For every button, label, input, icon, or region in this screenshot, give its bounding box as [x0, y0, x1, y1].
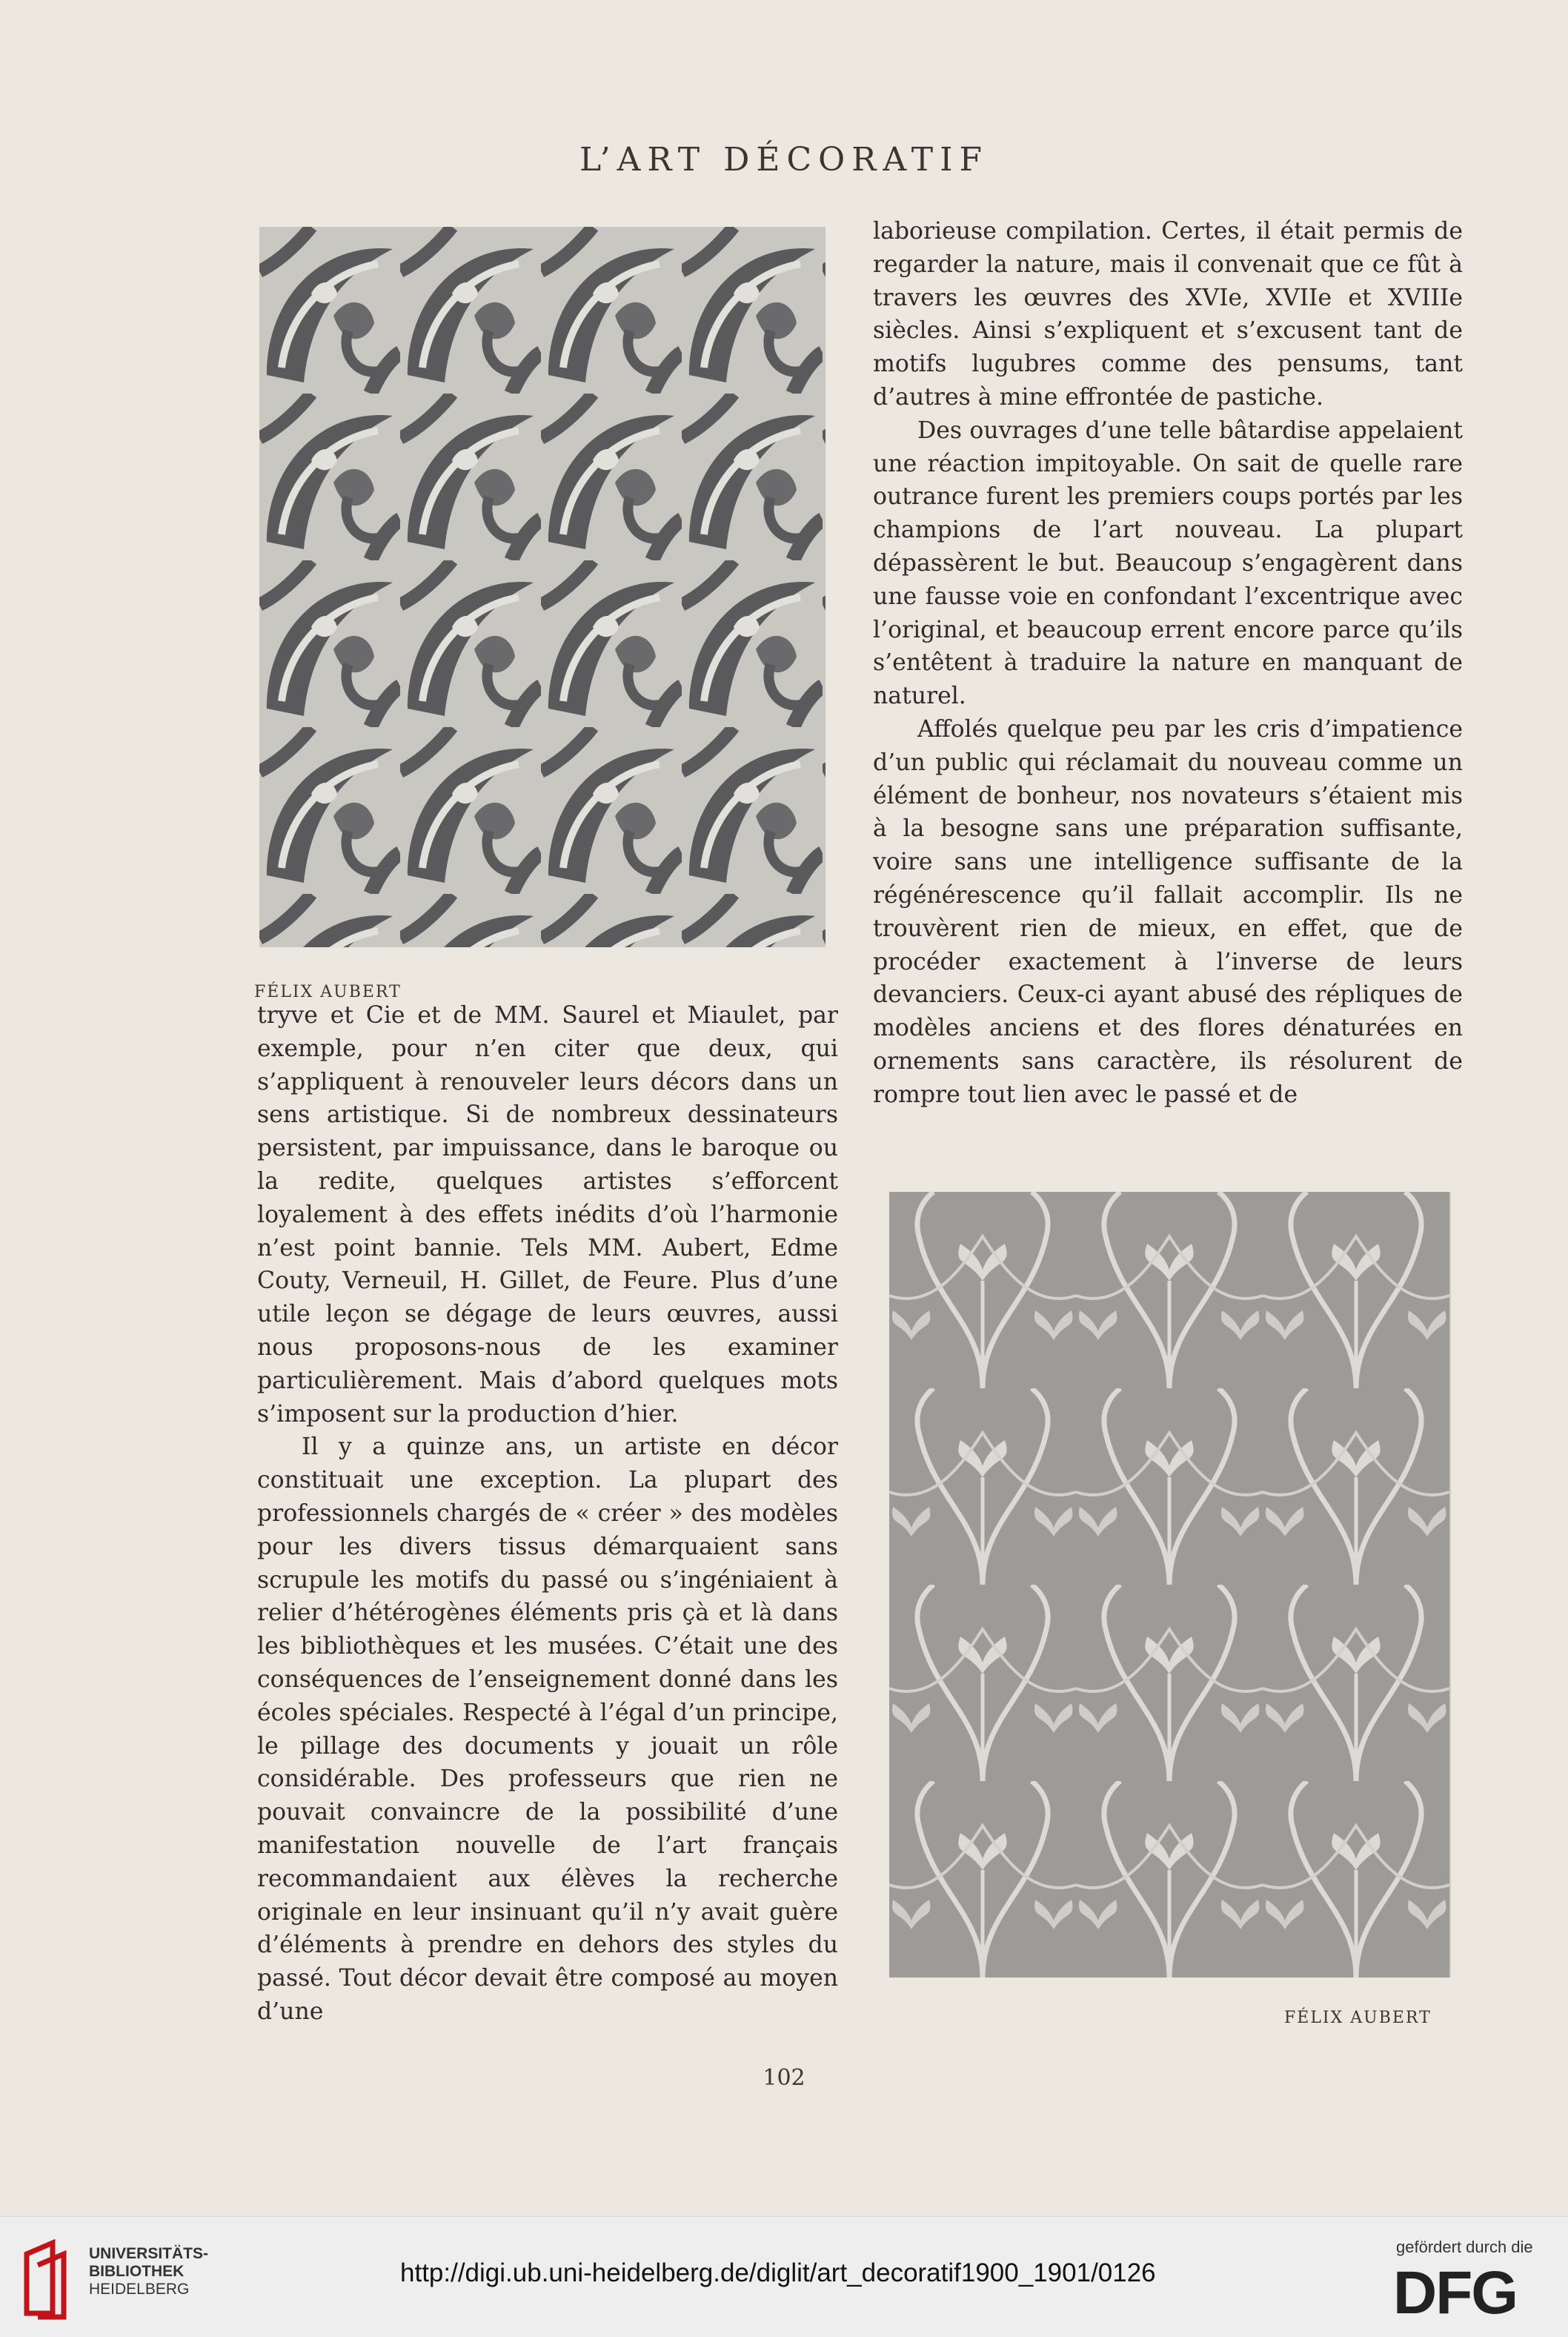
library-name [89, 2245, 208, 2298]
figure-caption-2: FÉLIX AUBERT [1284, 2009, 1432, 2027]
dfg-logo: DFG [1393, 2259, 1518, 2327]
iris-textile-illustration [889, 1192, 1449, 1978]
left-text-column [257, 999, 838, 2029]
library-line: BIBLIOTHEK [89, 2263, 185, 2280]
textile-pattern-image-2 [889, 1192, 1451, 1978]
page-number: 102 [763, 2065, 805, 2091]
funding-note: gefördert durch die [1396, 2238, 1533, 2256]
paragraph: Il y a quinze ans, un artiste en décor constituait une exception. La plupart des professionnels chargés de « créer » des modèles pour les divers tissus démarquaient sans scrupule les motifs du passé ou s’ingéniaient à relier d’hétérogènes éléments pris çà et là dans les bibliothèques et les musées. C’était une des conséquences de l’enseignement donné dans les écoles spéciales. Respecté à l’égal d’un principe, le pillage des documents y jouait un rôle considérable. Des professeurs que rien ne pouvait convaincre de la possibilité d’une manifestation nouvelle de l’art français recommandaient aux élèves la recherche originale en leur insinuant qu’il n’y avait guère d’éléments à prendre en dehors des styles du passé. Tout décor devait être composé au moyen d’une [257, 1433, 838, 2025]
library-line: HEIDELBERG [89, 2281, 190, 2298]
running-head: L’ART DÉCORATIF [579, 141, 989, 179]
university-library-logo-icon [19, 2239, 79, 2321]
swirl-pattern-illustration [259, 227, 825, 947]
paragraph: laborieuse compilation. Certes, il était permis de regarder la nature, mais il convenait que ce fût à travers les œuvres des XVIe, XVIIe et XVIIIe siècles. Ainsi s’expliquent et s’excusent tant de motifs lugubres comme des pensums, tant d’autres à mine effrontée de pastiche. [873, 218, 1463, 411]
permalink-url[interactable]: http://digi.ub.uni-heidelberg.de/diglit/art_decoratif1900_1901/0126 [400, 2258, 1156, 2287]
paragraph: tryve et Cie et de MM. Saurel et Miaulet, par exemple, pour n’en citer que deux, qui s’appliquent à renouveler leurs décors dans un sens artistique. Si de nombreux dessinateurs persistent, par impuissance, dans le baroque ou la redite, quelques artistes s’efforcent loyalement à des effets inédits d’où l’harmonie n’est point bannie. Tels MM. Aubert, Edme Couty, Verneuil, H. Gillet, de Feure. Plus d’une utile leçon se dégage de leurs œuvres, aussi nous proposons-nous de les examiner particulièrement. Mais d’abord quelques mots s’imposent sur la production d’hier. [257, 1002, 838, 1428]
figure-caption-1: FÉLIX AUBERT [254, 983, 402, 1001]
library-line: UNIVERSITÄTS- [89, 2245, 209, 2262]
paragraph: Affolés quelque peu par les cris d’impatience d’un public qui réclamait du nouveau comme un élément de bonheur, nos novateurs s’étaient mis à la besogne sans une préparation suffisante, voire sans une intelligence suffisante de la régénérescence qu’il fallait accomplir. Ils ne trouvèrent rien de mieux, en effet, que de procéder exactement à l’inverse de leurs devanciers. Ceux-ci ayant abusé des répliques de modèles anciens et des flores dénaturées en ornements sans caractère, ils résolurent de rompre tout lien avec le passé et de [873, 715, 1463, 1108]
digitization-footer [0, 2216, 1568, 2337]
paragraph: Des ouvrages d’une telle bâtardise appelaient une réaction impitoyable. On sait de quelle rare outrance furent les premiers coups portés par les champions de l’art nouveau. La plupart dépassèrent le but. Beaucoup s’engagèrent dans une fausse voie en confondant l’excentrique avec l’original, et beaucoup errent encore parce qu’ils s’entêtent à traduire la nature en manquant de naturel. [873, 417, 1463, 710]
right-text-column [873, 215, 1463, 1112]
textile-pattern-image-1 [259, 227, 825, 947]
